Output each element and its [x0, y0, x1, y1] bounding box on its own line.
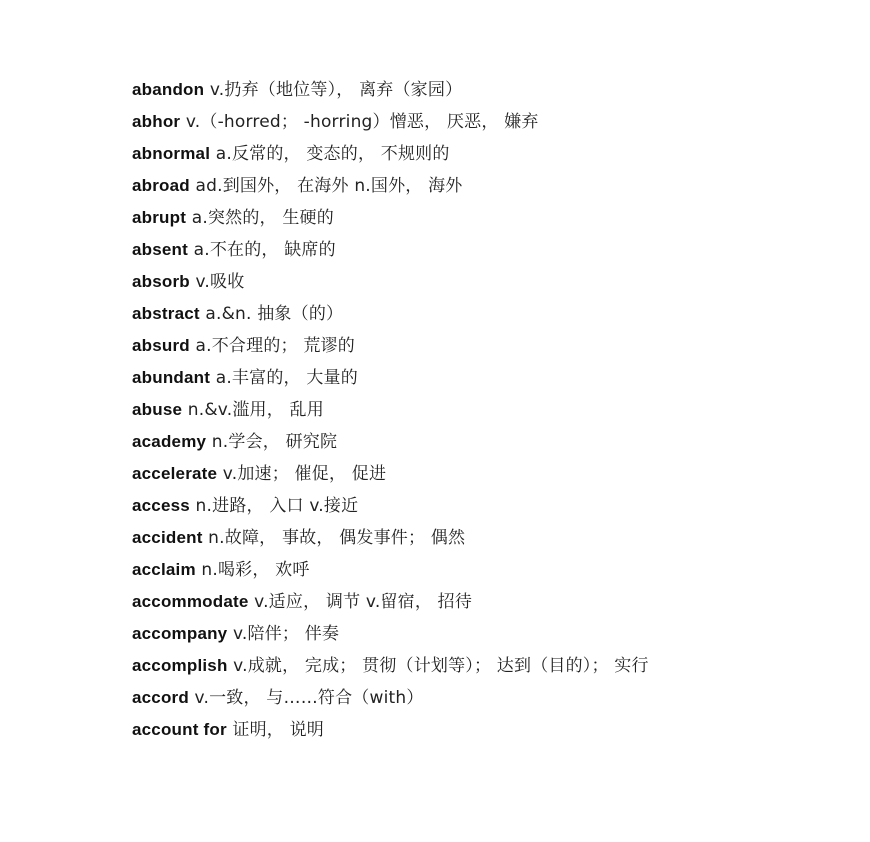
entry-definition: ad.到国外， 在海外 n.国外， 海外	[189, 176, 463, 196]
entry-definition: v.一致， 与……符合（with）	[188, 688, 424, 708]
vocab-entry	[132, 362, 747, 394]
entry-definition: v.（-horred； -horring）憎恶， 厌恶， 嫌弃	[180, 112, 539, 132]
entry-definition: v.吸收	[189, 272, 245, 292]
vocab-entry	[132, 714, 747, 746]
entry-word: academy	[132, 432, 207, 451]
entry-word: abstract	[132, 304, 200, 323]
entry-definition: a.突然的， 生硬的	[186, 208, 334, 228]
entry-word: absurd	[132, 336, 190, 355]
entry-word: absorb	[132, 272, 190, 291]
entry-word: accord	[132, 688, 189, 707]
entry-definition: n.故障， 事故， 偶发事件； 偶然	[202, 528, 466, 548]
entry-word: abrupt	[132, 208, 187, 227]
entry-definition: v.陪伴； 伴奏	[227, 624, 340, 644]
entry-definition: v.适应， 调节 v.留宿， 招待	[248, 592, 473, 612]
entry-word: accompany	[132, 624, 228, 643]
entry-word: abuse	[132, 400, 183, 419]
vocab-entry	[132, 266, 747, 298]
entry-word: accommodate	[132, 592, 249, 611]
vocab-entry	[132, 522, 747, 554]
vocab-entry	[132, 554, 747, 586]
vocab-entry	[132, 650, 747, 682]
entry-definition: a.丰富的， 大量的	[210, 368, 358, 388]
entry-definition: v.成就， 完成； 贯彻（计划等）； 达到（目的）； 实行	[227, 656, 649, 676]
entry-word: access	[132, 496, 190, 515]
vocab-entry	[132, 106, 747, 138]
entry-word: absent	[132, 240, 188, 259]
entry-word: abhor	[132, 112, 181, 131]
entry-definition: n.学会， 研究院	[206, 432, 338, 452]
entry-word: acclaim	[132, 560, 196, 579]
entry-word: accelerate	[132, 464, 218, 483]
vocab-entry	[132, 618, 747, 650]
entry-definition: n.喝彩， 欢呼	[195, 560, 310, 580]
entry-word: accomplish	[132, 656, 228, 675]
entry-definition: a.不合理的； 荒谬的	[189, 336, 355, 356]
entry-definition: 证明， 说明	[226, 720, 324, 740]
vocab-entry	[132, 202, 747, 234]
entry-word: abandon	[132, 80, 205, 99]
vocab-entry	[132, 170, 747, 202]
entry-word: abundant	[132, 368, 211, 387]
vocab-entry	[132, 330, 747, 362]
vocab-entry	[132, 682, 747, 714]
vocab-entry	[132, 138, 747, 170]
vocab-entry	[132, 234, 747, 266]
entry-definition: n.&v.滥用， 乱用	[182, 400, 324, 420]
vocab-entry	[132, 426, 747, 458]
entry-definition: v.扔弃（地位等）， 离弃（家园）	[204, 80, 463, 100]
entry-word: accident	[132, 528, 203, 547]
entry-word: account for	[132, 720, 227, 739]
entry-word: abnormal	[132, 144, 211, 163]
entry-definition: a.反常的， 变态的， 不规则的	[210, 144, 450, 164]
entry-definition: a.&n. 抽象（的）	[199, 304, 344, 324]
vocabulary-list	[132, 74, 747, 746]
entry-definition: v.加速； 催促， 促进	[217, 464, 387, 484]
vocab-entry	[132, 458, 747, 490]
vocab-entry	[132, 298, 747, 330]
vocab-entry	[132, 586, 747, 618]
vocab-entry	[132, 394, 747, 426]
vocab-entry	[132, 490, 747, 522]
entry-word: abroad	[132, 176, 190, 195]
entry-definition: n.进路， 入口 v.接近	[189, 496, 359, 516]
entry-definition: a.不在的， 缺席的	[188, 240, 336, 260]
vocab-entry	[132, 74, 747, 106]
